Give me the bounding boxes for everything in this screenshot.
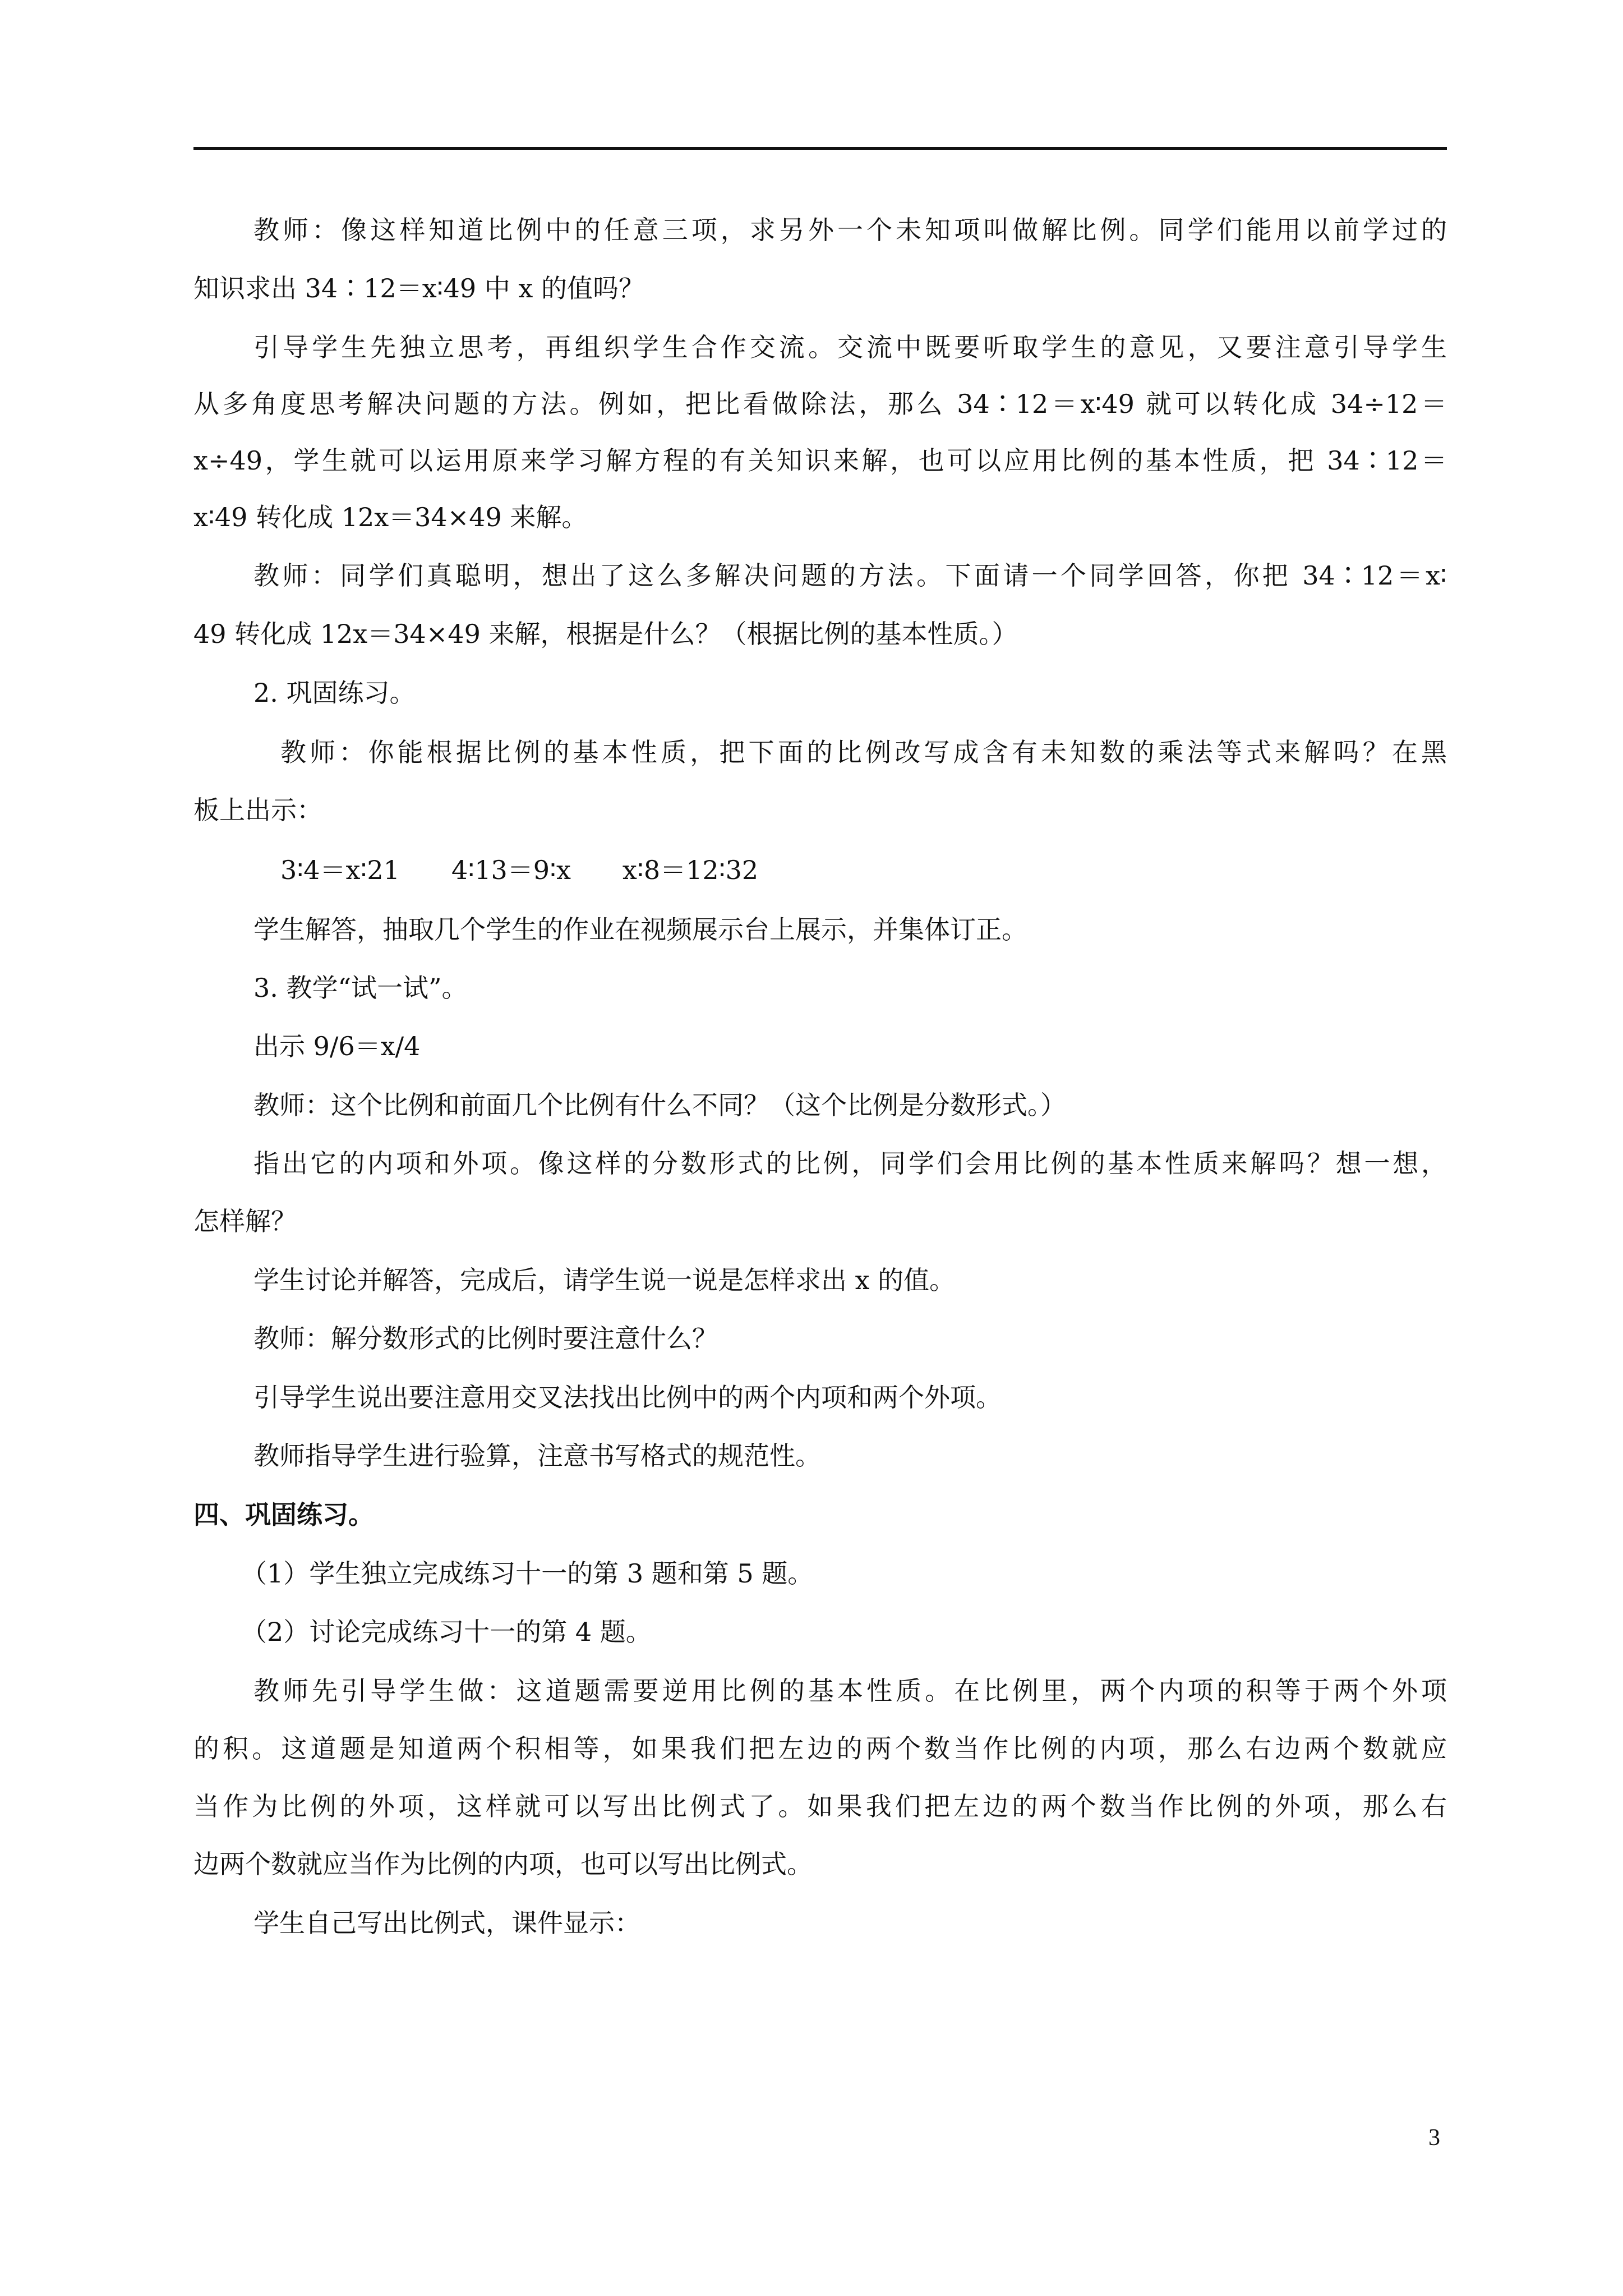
paragraph-line: x÷49，学生就可以运用原来学习解方程的有关知识来解，也可以应用比例的基本性质，把 34∶12＝	[193, 445, 1447, 476]
paragraph-line: 教师先引导学生做：这道题需要逆用比例的基本性质。在比例里，两个内项的积等于两个外项	[253, 1676, 1447, 1706]
equation-list: 3∶4＝x∶21 4∶13＝9∶x x∶8＝12∶32	[280, 855, 759, 885]
paragraph-line: 教师：同学们真聪明，想出了这么多解决问题的方法。下面请一个同学回答，你把 34∶12＝x∶	[253, 560, 1447, 591]
paragraph-line: 引导学生先独立思考，再组织学生合作交流。交流中既要听取学生的意见，又要注意引导学生	[253, 332, 1447, 362]
exercise-item: （2）讨论完成练习十一的第 4 题。	[241, 1617, 652, 1647]
paragraph-line: 教师指导学生进行验算，注意书写格式的规范性。	[253, 1441, 821, 1471]
paragraph-line: 的积。这道题是知道两个积相等，如果我们把左边的两个数当作比例的内项，那么右边两个数就应	[193, 1733, 1447, 1764]
paragraph-line: 教师：解分数形式的比例时要注意什么？	[253, 1323, 718, 1354]
paragraph-line: 从多角度思考解决问题的方法。例如，把比看做除法，那么 34∶12＝x∶49 就可以转化成 34÷12＝	[193, 389, 1447, 419]
paragraph-line: 边两个数就应当作为比例的内项，也可以写出比例式。	[193, 1849, 813, 1879]
paragraph-line: 怎样解？	[193, 1206, 297, 1236]
paragraph-line: 板上出示：	[193, 795, 322, 825]
section-heading: 四、巩固练习。	[193, 1499, 374, 1530]
exercise-item: （1）学生独立完成练习十一的第 3 题和第 5 题。	[241, 1558, 814, 1589]
paragraph-line: 教师：这个比例和前面几个比例有什么不同？（这个比例是分数形式。）	[253, 1090, 1066, 1120]
section-heading: 2. 巩固练习。	[253, 678, 416, 708]
paragraph-line: 指出它的内项和外项。像这样的分数形式的比例，同学们会用比例的基本性质来解吗？想一想，	[253, 1148, 1447, 1179]
paragraph-line: 当作为比例的外项，这样就可以写出比例式了。如果我们把左边的两个数当作比例的外项，那么右	[193, 1791, 1447, 1821]
paragraph-line: 引导学生说出要注意用交叉法找出比例中的两个内项和两个外项。	[253, 1382, 1002, 1412]
paragraph-line: 知识求出 34∶12＝x∶49 中 x 的值吗？	[193, 273, 644, 303]
paragraph-line: 教师：像这样知道比例中的任意三项，求另外一个未知项叫做解比例。同学们能用以前学过的	[253, 215, 1447, 245]
section-heading: 3. 教学“试一试”。	[253, 973, 468, 1003]
page-number: 3	[1428, 2125, 1440, 2151]
header-rule	[193, 147, 1447, 150]
paragraph-line: 学生自己写出比例式，课件显示：	[253, 1908, 640, 1938]
paragraph-line: 学生解答，抽取几个学生的作业在视频展示台上展示，并集体订正。	[253, 914, 1027, 945]
paragraph-line: x∶49 转化成 12x＝34×49 来解。	[193, 502, 588, 532]
paragraph-line: 教师：你能根据比例的基本性质，把下面的比例改写成含有未知数的乘法等式来解吗？在黑	[280, 737, 1447, 767]
paragraph-line: 49 转化成 12x＝34×49 来解，根据是什么？（根据比例的基本性质。）	[193, 619, 1018, 649]
paragraph-line: 学生讨论并解答，完成后，请学生说一说是怎样求出 x 的值。	[253, 1265, 956, 1295]
paragraph-line: 出示 9/6＝x/4	[253, 1031, 421, 1061]
